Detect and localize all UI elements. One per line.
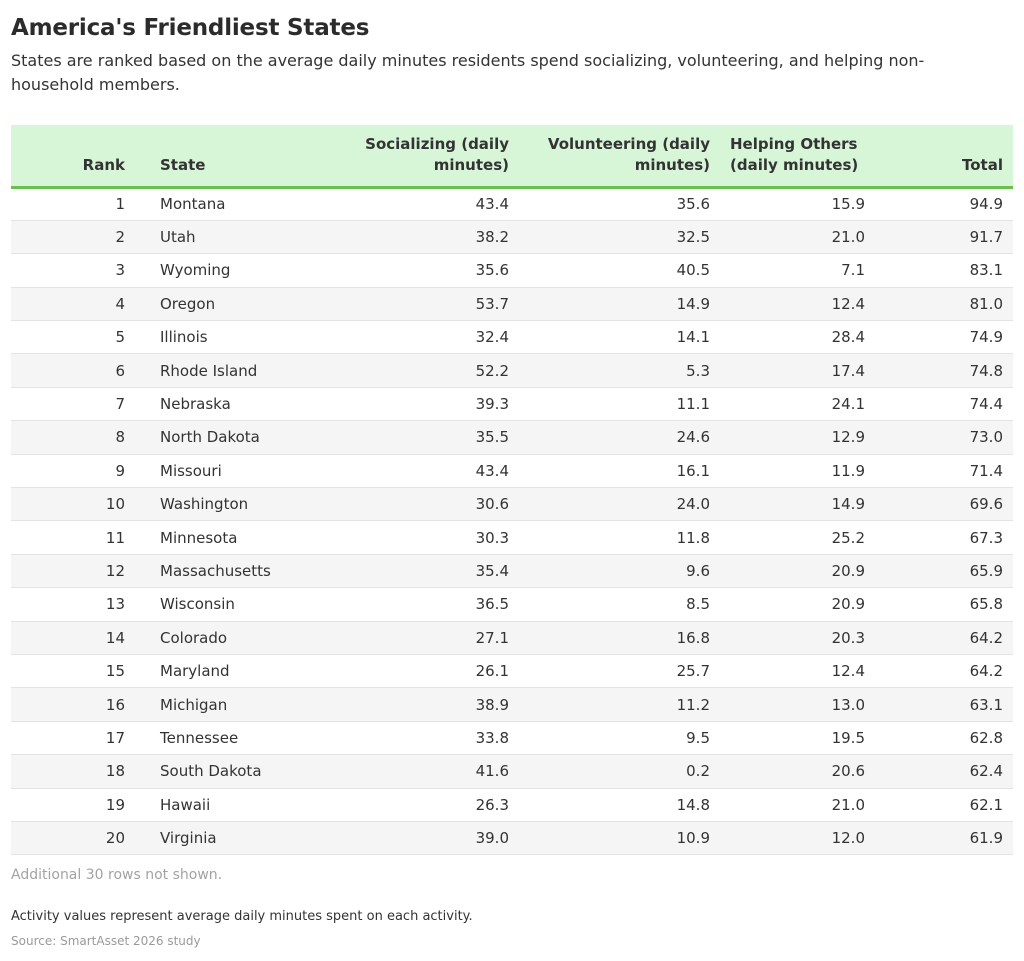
cell-state: Hawaii [135,788,325,821]
page-title: America's Friendliest States [11,15,370,41]
cell-helping-others: 7.1 [720,254,875,287]
cell-total: 83.1 [875,254,1013,287]
cell-total: 69.6 [875,488,1013,521]
table-row [11,421,1013,454]
cell-socializing: 27.1 [325,621,519,654]
cell-volunteering: 25.7 [519,654,720,687]
cell-volunteering: 16.8 [519,621,720,654]
cell-helping-others: 24.1 [720,387,875,420]
cell-state: Virginia [135,821,325,854]
cell-rank: 16 [11,688,135,721]
cell-total: 62.8 [875,721,1013,754]
table-row [11,287,1013,320]
cell-socializing: 39.3 [325,387,519,420]
column-header-total[interactable]: Total [875,125,1013,187]
cell-total: 67.3 [875,521,1013,554]
cell-socializing: 35.5 [325,421,519,454]
cell-total: 74.8 [875,354,1013,387]
cell-socializing: 38.9 [325,688,519,721]
cell-state: Washington [135,488,325,521]
cell-helping-others: 15.9 [720,187,875,220]
cell-rank: 1 [11,187,135,220]
table-row [11,821,1013,854]
cell-helping-others: 12.4 [720,287,875,320]
cell-helping-others: 11.9 [720,454,875,487]
cell-total: 94.9 [875,187,1013,220]
cell-socializing: 32.4 [325,321,519,354]
cell-helping-others: 20.9 [720,588,875,621]
cell-total: 62.1 [875,788,1013,821]
cell-total: 65.9 [875,554,1013,587]
cell-socializing: 26.3 [325,788,519,821]
column-header-helping-others[interactable]: Helping Others (daily minutes) [720,125,875,187]
cell-volunteering: 0.2 [519,755,720,788]
cell-state: Maryland [135,654,325,687]
cell-volunteering: 10.9 [519,821,720,854]
cell-state: Nebraska [135,387,325,420]
source-credit: Source: SmartAsset 2026 study [11,934,201,948]
table-body [11,187,1013,855]
cell-helping-others: 19.5 [720,721,875,754]
cell-helping-others: 25.2 [720,521,875,554]
cell-socializing: 35.6 [325,254,519,287]
cell-socializing: 38.2 [325,220,519,253]
cell-helping-others: 21.0 [720,220,875,253]
cell-socializing: 30.3 [325,521,519,554]
cell-helping-others: 13.0 [720,688,875,721]
cell-helping-others: 20.3 [720,621,875,654]
page-subtitle: States are ranked based on the average daily minutes residents spend socializing, volunteering, and helping non-household members. [11,51,925,94]
cell-rank: 8 [11,421,135,454]
table-row [11,187,1013,220]
cell-total: 73.0 [875,421,1013,454]
cell-total: 74.4 [875,387,1013,420]
cell-rank: 12 [11,554,135,587]
cell-rank: 3 [11,254,135,287]
cell-rank: 14 [11,621,135,654]
cell-volunteering: 11.1 [519,387,720,420]
cell-total: 71.4 [875,454,1013,487]
cell-socializing: 53.7 [325,287,519,320]
cell-volunteering: 24.0 [519,488,720,521]
cell-state: Missouri [135,454,325,487]
cell-total: 64.2 [875,621,1013,654]
table-header-row [11,125,1013,187]
cell-helping-others: 20.6 [720,755,875,788]
cell-total: 62.4 [875,755,1013,788]
cell-total: 65.8 [875,588,1013,621]
cell-total: 91.7 [875,220,1013,253]
cell-rank: 7 [11,387,135,420]
cell-helping-others: 20.9 [720,554,875,587]
cell-rank: 17 [11,721,135,754]
cell-state: Utah [135,220,325,253]
column-header-state[interactable]: State [135,125,325,187]
cell-total: 64.2 [875,654,1013,687]
table-row [11,387,1013,420]
cell-total: 61.9 [875,821,1013,854]
cell-state: Oregon [135,287,325,320]
column-header-socializing[interactable]: Socializing (daily minutes) [325,125,519,187]
cell-state: Rhode Island [135,354,325,387]
cell-socializing: 41.6 [325,755,519,788]
cell-rank: 11 [11,521,135,554]
column-header-volunteering[interactable]: Volunteering (daily minutes) [519,125,720,187]
cell-state: Wisconsin [135,588,325,621]
table-row [11,220,1013,253]
cell-state: Montana [135,187,325,220]
cell-socializing: 33.8 [325,721,519,754]
cell-socializing: 43.4 [325,454,519,487]
cell-helping-others: 12.4 [720,654,875,687]
cell-state: Michigan [135,688,325,721]
cell-rank: 6 [11,354,135,387]
cell-socializing: 35.4 [325,554,519,587]
cell-state: South Dakota [135,755,325,788]
table-row [11,788,1013,821]
cell-rank: 20 [11,821,135,854]
cell-state: Massachusetts [135,554,325,587]
cell-socializing: 26.1 [325,654,519,687]
cell-volunteering: 35.6 [519,187,720,220]
cell-state: Colorado [135,621,325,654]
cell-state: North Dakota [135,421,325,454]
table-row [11,588,1013,621]
cell-volunteering: 32.5 [519,220,720,253]
more-rows-note: Additional 30 rows not shown. [11,867,223,883]
table-row [11,621,1013,654]
cell-helping-others: 14.9 [720,488,875,521]
table-row [11,354,1013,387]
cell-volunteering: 9.5 [519,721,720,754]
table-row [11,454,1013,487]
cell-volunteering: 14.8 [519,788,720,821]
cell-rank: 15 [11,654,135,687]
table-row [11,755,1013,788]
cell-helping-others: 12.9 [720,421,875,454]
column-header-rank[interactable]: Rank [11,125,135,187]
table-row [11,688,1013,721]
cell-volunteering: 14.9 [519,287,720,320]
table-row [11,554,1013,587]
cell-volunteering: 16.1 [519,454,720,487]
cell-rank: 9 [11,454,135,487]
cell-state: Illinois [135,321,325,354]
footnote: Activity values represent average daily minutes spent on each activity. [11,909,473,924]
cell-socializing: 52.2 [325,354,519,387]
table-row [11,521,1013,554]
cell-rank: 19 [11,788,135,821]
cell-volunteering: 11.8 [519,521,720,554]
cell-total: 74.9 [875,321,1013,354]
cell-state: Minnesota [135,521,325,554]
cell-helping-others: 28.4 [720,321,875,354]
cell-volunteering: 14.1 [519,321,720,354]
cell-state: Tennessee [135,721,325,754]
cell-volunteering: 11.2 [519,688,720,721]
table-row [11,321,1013,354]
cell-rank: 4 [11,287,135,320]
cell-rank: 2 [11,220,135,253]
cell-state: Wyoming [135,254,325,287]
cell-volunteering: 5.3 [519,354,720,387]
table-row [11,488,1013,521]
cell-volunteering: 8.5 [519,588,720,621]
cell-helping-others: 21.0 [720,788,875,821]
cell-helping-others: 17.4 [720,354,875,387]
cell-helping-others: 12.0 [720,821,875,854]
cell-volunteering: 40.5 [519,254,720,287]
table-row [11,254,1013,287]
table-row [11,654,1013,687]
cell-socializing: 36.5 [325,588,519,621]
cell-rank: 5 [11,321,135,354]
cell-rank: 10 [11,488,135,521]
cell-rank: 18 [11,755,135,788]
table-widget [11,0,1013,948]
cell-socializing: 39.0 [325,821,519,854]
cell-total: 81.0 [875,287,1013,320]
cell-total: 63.1 [875,688,1013,721]
table-row [11,721,1013,754]
cell-rank: 13 [11,588,135,621]
cell-socializing: 30.6 [325,488,519,521]
data-table [11,125,1013,855]
cell-volunteering: 24.6 [519,421,720,454]
cell-socializing: 43.4 [325,187,519,220]
cell-volunteering: 9.6 [519,554,720,587]
